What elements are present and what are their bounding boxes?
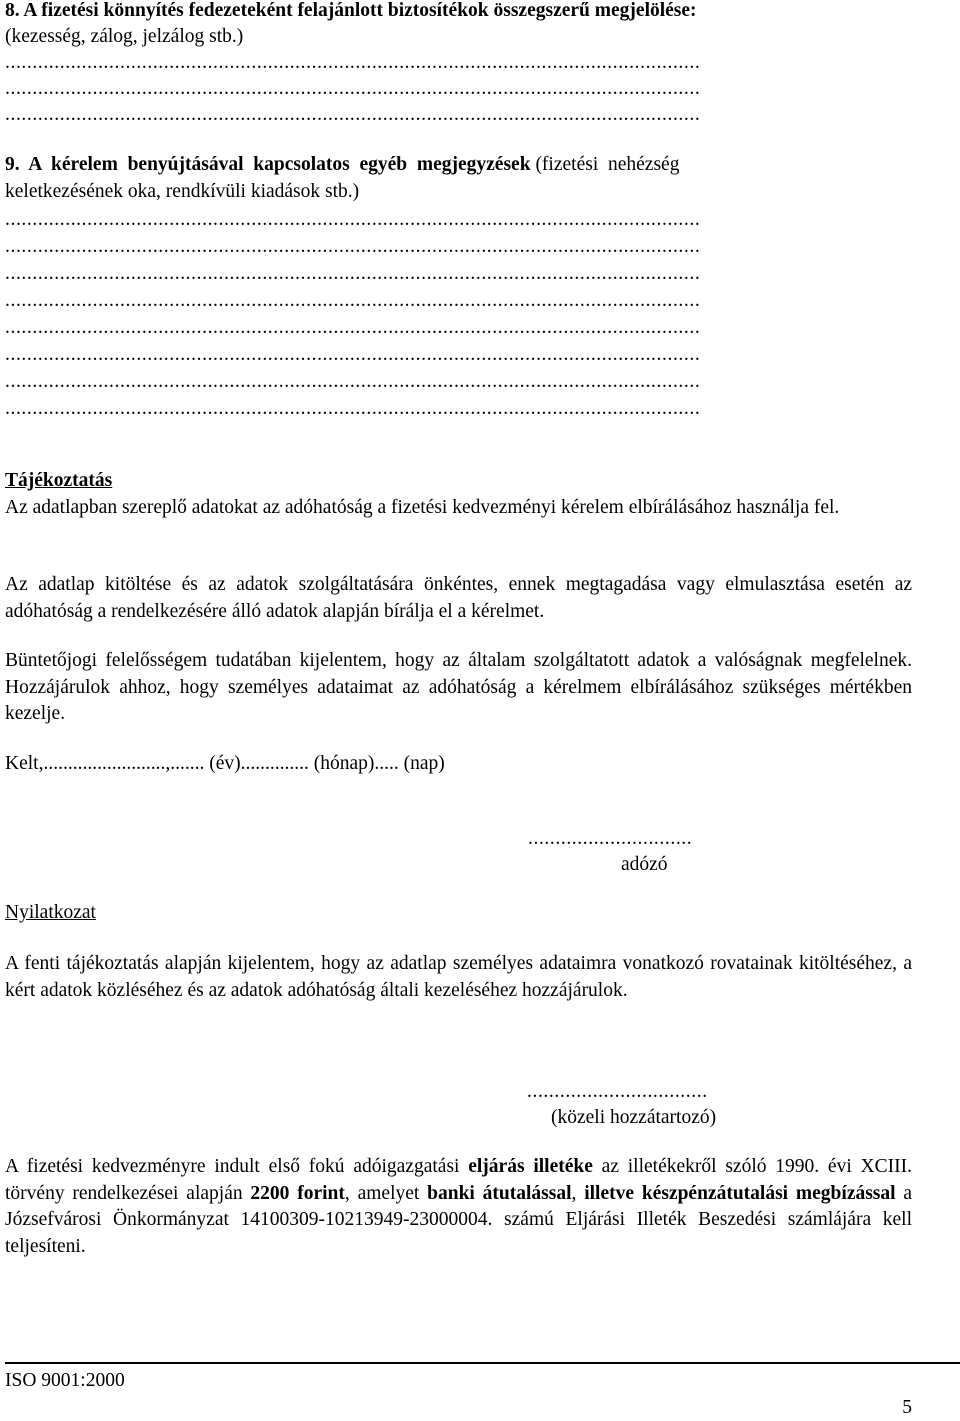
dotted-line: ............................................................................................................................... [5,78,701,99]
fee-bold: banki átutalással [427,1182,572,1204]
dotted-line: ............................................................................................................................... [5,263,701,284]
signature-label-hozzatartozo: (közeli hozzátartozó) [551,1107,717,1128]
fee-text: , amelyet [344,1182,428,1204]
tajekoztatas-paragraph-2: Az adatlap kitöltése és az adatok szolgáltatására önkéntes, ennek megtagadása vagy elmulasztása esetén az adóhatóság a rendelkezésére álló adatok alapján bírálja el a kérelmet. [5,574,912,622]
tajekoztatas-paragraph-3: Büntetőjogi felelősségem tudatában kijelentem, hogy az általam szolgáltatott adatok a valóságnak megfelelnek. Hozzájárulok ahhoz, hogy személyes adataimat az adóhatóság a kérelmem elbírálásához szükséges mértékben kezelje. [5,650,912,724]
nyilatkozat-heading: Nyilatkozat [5,902,96,923]
page-number: 5 [902,1397,912,1418]
tajekoztatas-heading: Tájékoztatás [5,470,113,491]
fee-paragraph [5,1154,912,1260]
signature-dots: .............................. [528,828,693,849]
footer-iso: ISO 9001:2000 [5,1370,125,1391]
dotted-line: ............................................................................................................................... [5,209,701,230]
dotted-line: ............................................................................................................................... [5,344,701,365]
section-9-title-bold: 9. A kérelem benyújtásával kapcsolatos egyéb megjegyzések [5,154,531,175]
footer-divider [5,1362,960,1364]
nyilatkozat-text: A fenti tájékoztatás alapján kijelentem, hogy az adatlap személyes adataimra vonatkozó rovatainak kitöltéséhez, a kért adatok közléséhez és az adatok adóhatóság általi kezeléséhez hozzájárulok. [5,953,912,1001]
dotted-line: ............................................................................................................................... [5,290,701,311]
kelt-line: Kelt,.........................,....... (év).............. (hónap)..... (nap) [5,753,445,774]
fee-bold: eljárás illetéke [468,1156,593,1177]
fee-text: a Józsefvárosi Önkormányzat 14100309-10213949-23000004. számú Eljárási Illeték Beszedési számlájára kell teljesíteni. [5,1182,913,1257]
section-9-line2: keletkezésének oka, rendkívüli kiadások stb.) [5,181,360,202]
dotted-line: ............................................................................................................................... [5,371,701,392]
fee-text: , [571,1182,585,1204]
dotted-line: ............................................................................................................................... [5,398,701,419]
fee-bold: illetve készpénzátutalási megbízással [584,1182,896,1204]
dotted-line: ............................................................................................................................... [5,104,701,125]
signature-dots: ................................. [527,1081,708,1102]
fee-text: A fizetési kedvezményre indult első fokú adóigazgatási [5,1156,469,1177]
section-8-subtitle: (kezesség, zálog, jelzálog stb.) [5,26,244,47]
section-8-title: 8. A fizetési könnyítés fedezeteként felajánlott biztosítékok összegszerű megjelölése: [5,0,697,21]
section-9-title [5,152,910,178]
signature-label-adozo: adózó [621,854,668,875]
fee-amount: 2200 forint [250,1182,345,1204]
dotted-line: ............................................................................................................................... [5,317,701,338]
tajekoztatas-paragraph-1: Az adatlapban szereplő adatokat az adóhatóság a fizetési kedvezményi kérelem elbírálásához használja fel. [5,497,840,518]
fee-text: az illetékekről szóló 1990. évi XCIII. törvény rendelkezései alapján [5,1156,912,1204]
dotted-line: ............................................................................................................................... [5,52,701,73]
section-9-title-rest: (fizetési nehézség [530,154,680,175]
dotted-line: ............................................................................................................................... [5,236,701,257]
